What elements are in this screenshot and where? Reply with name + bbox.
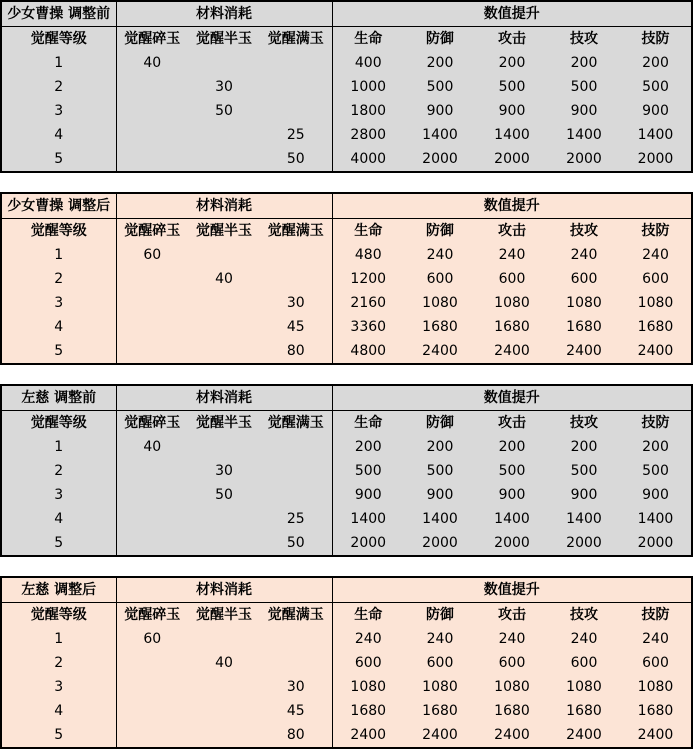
table-cell [116,483,188,507]
table-cell: 4 [54,703,64,719]
table-cell: 1200 [332,267,404,291]
table-cell: 1680 [566,319,602,335]
table-cell [188,435,260,459]
table-cell: 30 [286,679,305,695]
table-cell: 500 [498,463,526,479]
table-cell [116,507,188,531]
table-cell: 1400 [494,511,530,527]
table-title: 左慈 调整后 [1,577,116,603]
table-cell: 600 [498,655,526,671]
table-cell: 1680 [566,703,602,719]
column-header-row [1,411,692,436]
column-header-row [1,603,692,628]
table-cell [260,75,332,99]
table-cell [116,531,188,556]
table-row [1,675,692,699]
table-row [1,75,692,99]
table-cell: 1400 [422,511,458,527]
table-row [1,483,692,507]
table-cell: 900 [570,103,598,119]
table-cell [116,339,188,364]
table-cell: 200 [332,435,404,459]
column-header: 攻击 [498,223,526,239]
table-cell [116,459,188,483]
table-cell: 1680 [494,319,530,335]
table-cell: 500 [332,459,404,483]
table-cell: 1680 [422,703,458,719]
table-cell: 500 [642,463,669,479]
table-cell: 240 [642,631,669,647]
table-title: 少女曹操 调整前 [1,1,116,27]
material-header: 材料消耗 [116,1,332,27]
column-header: 觉醒半玉 [196,31,252,47]
table-cell: 2000 [637,151,674,167]
table-cell: 2000 [566,151,602,167]
table-cell: 1080 [637,679,674,695]
table-cell [116,675,188,699]
table-cell: 400 [332,51,404,75]
table-cell: 1080 [422,295,458,311]
table-cell: 240 [570,631,598,647]
table-cell [188,507,260,531]
table-cell: 200 [642,55,669,71]
table-cell: 1400 [494,127,530,143]
table-cell: 1080 [422,679,458,695]
table-cell [260,267,332,291]
column-header: 觉醒满玉 [267,223,324,239]
table-cell: 1680 [637,319,674,335]
table-cell [188,699,260,723]
table-cell: 1680 [494,703,530,719]
column-header: 技防 [641,415,670,431]
table-cell: 5 [54,151,64,167]
table-cell: 500 [426,463,454,479]
table-cell: 80 [286,727,305,743]
table-cell: 40 [215,271,233,287]
table-cell: 50 [215,487,233,503]
column-header: 觉醒碎玉 [116,411,188,436]
table-cell: 900 [426,487,454,503]
table-cell: 1080 [566,679,602,695]
column-header: 攻击 [498,31,526,47]
table-row [1,459,692,483]
table-cell: 600 [570,271,598,287]
table-cell [188,147,260,172]
table-cell: 2400 [566,343,602,359]
table-row [1,147,692,172]
table-cell: 1 [54,439,64,455]
table-cell: 200 [426,55,454,71]
table-cell: 50 [286,535,305,551]
table-cell: 240 [570,247,598,263]
table-cell [116,147,188,172]
table-cell: 2400 [637,343,674,359]
table-cell: 1400 [566,511,602,527]
table-cell: 240 [642,247,669,263]
table-row [1,723,692,748]
column-header: 觉醒半玉 [196,223,252,239]
table-cell: 2000 [494,535,530,551]
table-cell: 480 [332,243,404,267]
table-cell [188,627,260,651]
table-cell: 900 [570,487,598,503]
table-cell: 2000 [422,535,458,551]
table-cell: 2400 [332,723,404,748]
column-header: 生命 [332,411,404,436]
table-cell: 200 [498,55,526,71]
table-cell: 5 [54,343,64,359]
column-header: 觉醒等级 [30,31,87,47]
table-cell [188,315,260,339]
column-header: 觉醒满玉 [267,415,324,431]
table-cell [188,51,260,75]
table-cell: 50 [286,151,305,167]
table-cell: 3 [54,295,64,311]
table-cell: 25 [286,127,305,143]
table-row [1,627,692,651]
table-cell: 60 [116,243,188,267]
table-cell [188,243,260,267]
table-row [1,531,692,556]
table-cell: 1080 [637,295,674,311]
table-cell: 2800 [332,123,404,147]
table-cell [188,339,260,364]
table-cell: 500 [642,79,669,95]
table-cell: 3 [54,103,64,119]
table-cell [116,291,188,315]
table-row [1,699,692,723]
table-cell: 2000 [332,531,404,556]
table-cell: 50 [215,103,233,119]
table-cell: 600 [570,655,598,671]
table-cell: 2 [54,463,64,479]
table-cell: 500 [570,79,598,95]
column-header: 生命 [332,603,404,628]
column-header: 觉醒碎玉 [116,219,188,244]
table-cell: 1080 [332,675,404,699]
stats-table [0,192,693,365]
table-row [1,507,692,531]
column-header: 觉醒半玉 [196,415,252,431]
table-row [1,99,692,123]
table-cell: 80 [286,343,305,359]
table-cell [188,291,260,315]
table-cell: 600 [642,271,669,287]
table-cell: 600 [642,655,669,671]
table-cell: 900 [642,103,669,119]
column-header: 技防 [641,31,670,47]
table-cell: 1080 [494,679,530,695]
table-row [1,291,692,315]
table-title: 少女曹操 调整后 [1,193,116,219]
table-cell: 1400 [332,507,404,531]
table-cell [188,123,260,147]
table-cell: 4800 [332,339,404,364]
stats-header: 数值提升 [332,193,692,219]
column-header: 生命 [332,219,404,244]
table-cell: 600 [426,655,454,671]
stats-table [0,0,693,173]
column-header: 防御 [426,31,454,47]
table-cell: 240 [426,631,454,647]
table-cell: 3360 [332,315,404,339]
table-cell: 200 [570,55,598,71]
table-cell: 900 [642,487,669,503]
table-row [1,651,692,675]
table-cell [188,675,260,699]
table-cell: 500 [426,79,454,95]
table-cell: 1 [54,247,64,263]
table-row [1,243,692,267]
table-cell [116,699,188,723]
column-header: 防御 [426,223,454,239]
table-cell: 2 [54,655,64,671]
table-cell: 200 [642,439,669,455]
table-cell: 1000 [332,75,404,99]
table-cell: 2000 [422,151,458,167]
stats-header: 数值提升 [332,577,692,603]
table-cell: 4 [54,319,64,335]
table-cell [260,651,332,675]
table-cell: 2400 [422,727,458,743]
table-cell: 200 [426,439,454,455]
table-cell: 2000 [566,535,602,551]
column-header: 技攻 [570,31,598,47]
table-header-row [1,1,692,27]
table-cell: 600 [332,651,404,675]
column-header: 攻击 [498,607,526,623]
column-header: 防御 [426,607,454,623]
stats-table [0,576,693,749]
table-cell [116,75,188,99]
column-header: 觉醒等级 [30,415,87,431]
table-cell: 30 [215,463,233,479]
table-cell: 2000 [637,535,674,551]
column-header: 生命 [332,27,404,52]
table-cell: 1800 [332,99,404,123]
table-cell: 4 [54,127,64,143]
table-cell [260,483,332,507]
table-header-row [1,193,692,219]
table-cell: 40 [116,435,188,459]
table-cell: 240 [426,247,454,263]
table-cell: 5 [54,535,64,551]
table-cell: 900 [332,483,404,507]
table-cell: 1080 [566,295,602,311]
table-cell: 500 [498,79,526,95]
table-cell: 3 [54,679,64,695]
column-header-row [1,219,692,244]
column-header: 觉醒满玉 [267,31,324,47]
table-cell: 1 [54,631,64,647]
table-cell: 25 [286,511,305,527]
table-cell: 2400 [422,343,458,359]
table-cell: 2400 [494,343,530,359]
column-header-row [1,27,692,52]
table-header-row [1,577,692,603]
table-row [1,315,692,339]
table-cell: 45 [286,319,305,335]
stats-header: 数值提升 [332,1,692,27]
table-cell [116,723,188,748]
table-cell: 30 [215,79,233,95]
table-cell [260,435,332,459]
table-cell: 40 [215,655,233,671]
table-row [1,51,692,75]
table-cell [260,51,332,75]
table-cell: 1400 [637,511,674,527]
column-header: 觉醒满玉 [267,607,324,623]
table-cell: 240 [332,627,404,651]
table-row [1,339,692,364]
table-cell: 900 [498,487,526,503]
table-cell: 1 [54,55,64,71]
table-cell: 2400 [637,727,674,743]
column-header: 技防 [641,607,670,623]
table-cell [116,315,188,339]
table-cell: 240 [498,631,526,647]
table-cell [188,531,260,556]
table-cell [260,243,332,267]
table-cell: 5 [54,727,64,743]
table-cell: 40 [116,51,188,75]
column-header: 觉醒碎玉 [116,27,188,52]
column-header: 觉醒碎玉 [116,603,188,628]
material-header: 材料消耗 [116,385,332,411]
table-row [1,267,692,291]
table-cell: 60 [116,627,188,651]
stats-table [0,384,693,557]
table-cell: 1680 [637,703,674,719]
table-cell: 30 [286,295,305,311]
table-cell [188,723,260,748]
column-header: 技攻 [570,607,598,623]
table-cell: 1400 [422,127,458,143]
table-cell: 2160 [332,291,404,315]
table-row [1,123,692,147]
table-cell [116,123,188,147]
table-cell [116,267,188,291]
table-cell: 1400 [637,127,674,143]
table-cell: 2 [54,79,64,95]
table-cell: 45 [286,703,305,719]
column-header: 觉醒半玉 [196,607,252,623]
stats-header: 数值提升 [332,385,692,411]
table-cell: 4000 [332,147,404,172]
table-cell: 900 [426,103,454,119]
table-cell: 1400 [566,127,602,143]
table-cell: 200 [498,439,526,455]
table-cell: 4 [54,511,64,527]
table-cell: 3 [54,487,64,503]
table-cell: 900 [498,103,526,119]
column-header: 觉醒等级 [30,607,87,623]
table-cell: 1080 [494,295,530,311]
table-cell: 1680 [422,319,458,335]
table-title: 左慈 调整前 [1,385,116,411]
table-header-row [1,385,692,411]
column-header: 防御 [426,415,454,431]
table-cell [260,99,332,123]
table-row [1,435,692,459]
table-cell: 2000 [494,151,530,167]
table-cell: 240 [498,247,526,263]
column-header: 技攻 [570,415,598,431]
table-cell: 1680 [332,699,404,723]
column-header: 技防 [641,223,670,239]
column-header: 技攻 [570,223,598,239]
table-cell [260,627,332,651]
table-cell: 600 [498,271,526,287]
table-cell [260,459,332,483]
table-cell [116,99,188,123]
column-header: 觉醒等级 [30,223,87,239]
table-cell: 200 [570,439,598,455]
table-cell: 2400 [494,727,530,743]
table-cell: 2400 [566,727,602,743]
material-header: 材料消耗 [116,577,332,603]
table-cell: 500 [570,463,598,479]
material-header: 材料消耗 [116,193,332,219]
table-cell: 600 [426,271,454,287]
table-cell [116,651,188,675]
column-header: 攻击 [498,415,526,431]
table-cell: 2 [54,271,64,287]
